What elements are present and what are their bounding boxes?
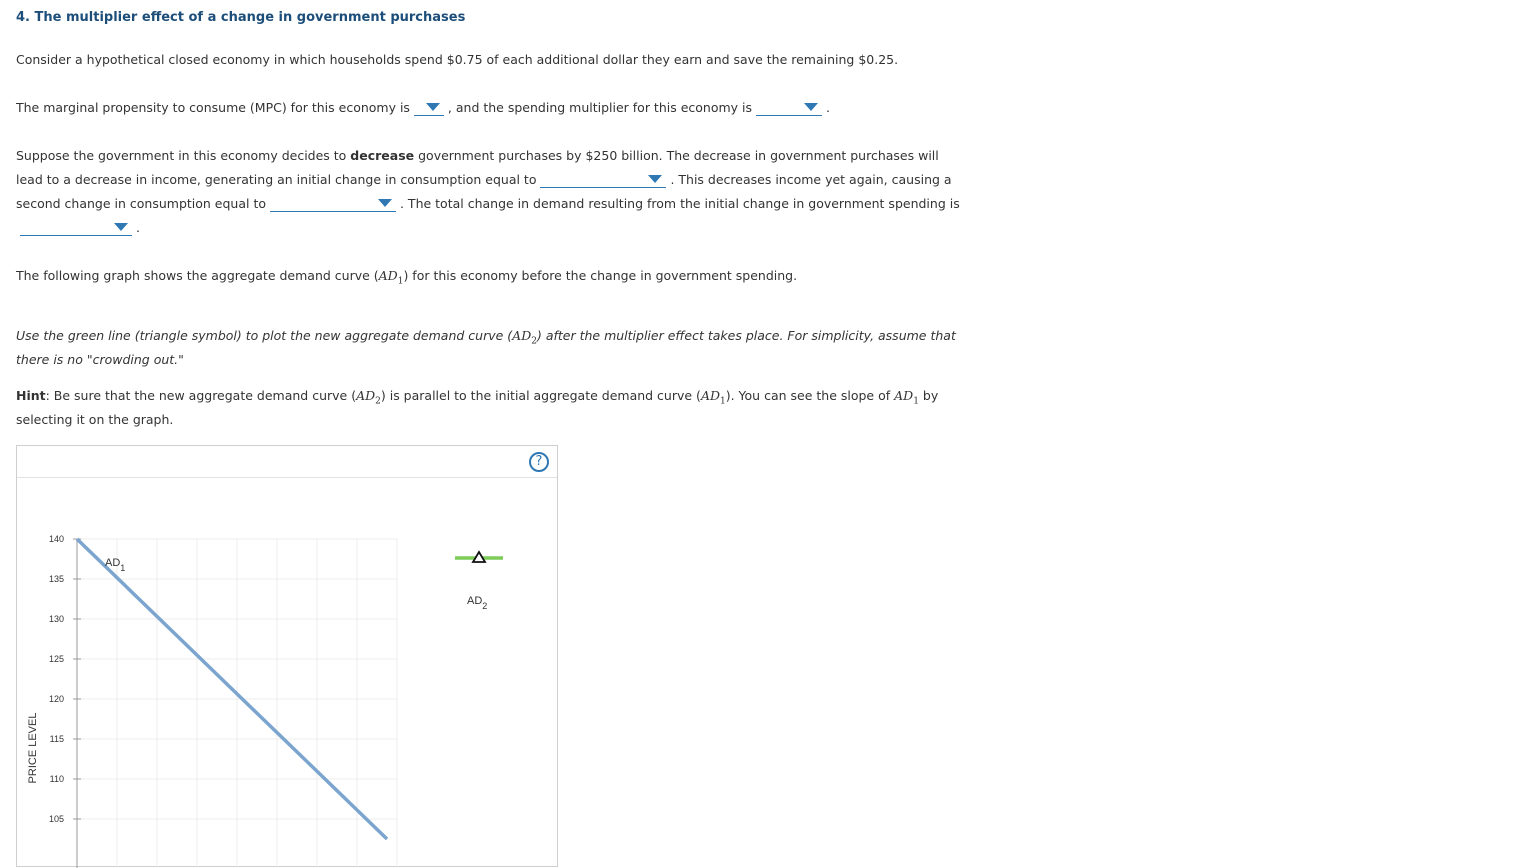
para2-line4 [20, 219, 140, 237]
y-tick-label: 105 [48, 814, 64, 824]
question-title: 4. The multiplier effect of a change in government purchases [16, 10, 466, 25]
decrease-emphasis: decrease [350, 148, 415, 163]
help-icon[interactable]: ? [529, 452, 549, 472]
ad1-math: $AD_1$ [894, 388, 919, 407]
graph-panel [16, 445, 558, 867]
total-change-dropdown[interactable] [20, 219, 132, 236]
second-change-dropdown[interactable] [270, 195, 396, 212]
graph-toolbar [17, 446, 557, 478]
para2-line3-a: second change in consumption equal to [16, 196, 267, 211]
period: . [826, 100, 830, 115]
y-axis-title: PRICE LEVEL [27, 712, 39, 784]
mpc-text-2: , and the spending multiplier for this economy is [447, 100, 753, 115]
graph-canvas[interactable] [17, 478, 557, 868]
chevron-down-icon [804, 103, 818, 111]
hint-line1-a: : Be sure that the new aggregate demand curve ( [45, 388, 357, 403]
ad2-math: $AD_2$ [512, 328, 537, 347]
ad2-tool-label: $AD_2$ [467, 595, 488, 611]
ad1-curve[interactable] [77, 539, 387, 839]
chevron-down-icon [648, 175, 662, 183]
instruction-line1 [16, 327, 956, 351]
instruction-line2: there is no "crowding out." [16, 352, 184, 367]
multiplier-dropdown[interactable] [756, 99, 822, 116]
instruction-line1-a: Use the green line (triangle symbol) to plot the new aggregate demand curve ( [16, 328, 513, 343]
para2-line2-a: lead to a decrease in income, generating an initial change in consumption equal to [16, 172, 537, 187]
hint-line1-d: by [918, 388, 939, 403]
y-tick-label: 135 [48, 574, 64, 584]
mpc-text-1: The marginal propensity to consume (MPC) for this economy is [16, 100, 410, 115]
mpc-sentence [16, 99, 830, 117]
hint-label: Hint [16, 388, 46, 403]
mpc-dropdown[interactable] [414, 99, 444, 116]
y-tick-label: 110 [49, 774, 64, 784]
ad1-math: $AD_1$ [378, 268, 404, 287]
y-tick-label: 140 [48, 534, 64, 544]
instruction-line1-b: ) after the multiplier effect takes place. For simplicity, assume that [536, 328, 956, 343]
chevron-down-icon [378, 199, 392, 207]
initial-change-dropdown[interactable] [540, 171, 666, 188]
para2-line1-a: Suppose the government in this economy decides to [16, 148, 351, 163]
graph-intro-b: ) for this economy before the change in government spending. [403, 268, 798, 283]
y-axis [49, 534, 81, 868]
para2-line2-b: . This decreases income yet again, causing a [670, 172, 952, 187]
hint-line1 [16, 387, 938, 411]
y-tick-label: 130 [48, 614, 64, 624]
para2-line1-b: government purchases by $250 billion. The decrease in government purchases will [414, 148, 939, 163]
para2-line1 [16, 147, 939, 165]
y-tick-label: 125 [48, 654, 64, 664]
period: . [135, 220, 140, 235]
para2-line3-b: . The total change in demand resulting from the initial change in government spending is [399, 196, 960, 211]
para2-line3 [16, 195, 960, 213]
plot-grid [77, 539, 397, 868]
ad2-math: $AD_2$ [356, 388, 381, 407]
ad1-label: $AD_1$ [105, 557, 126, 573]
intro-text: Consider a hypothetical closed economy in which households spend $0.75 of each additional dollar they earn and save the remaining $0.25. [16, 52, 899, 67]
chevron-down-icon [426, 103, 440, 111]
para2-line2 [16, 171, 952, 189]
hint-line1-c: ). You can see the slope of [725, 388, 895, 403]
ad1-math: $AD_1$ [700, 388, 726, 407]
hint-line2: selecting it on the graph. [16, 412, 174, 427]
graph-intro-a: The following graph shows the aggregate demand curve ( [16, 268, 379, 283]
chevron-down-icon [114, 223, 128, 231]
y-tick-label: 115 [49, 734, 64, 744]
hint-line1-b: ) is parallel to the initial aggregate demand curve ( [380, 388, 701, 403]
y-tick-label: 120 [48, 694, 64, 704]
graph-intro [16, 267, 797, 291]
